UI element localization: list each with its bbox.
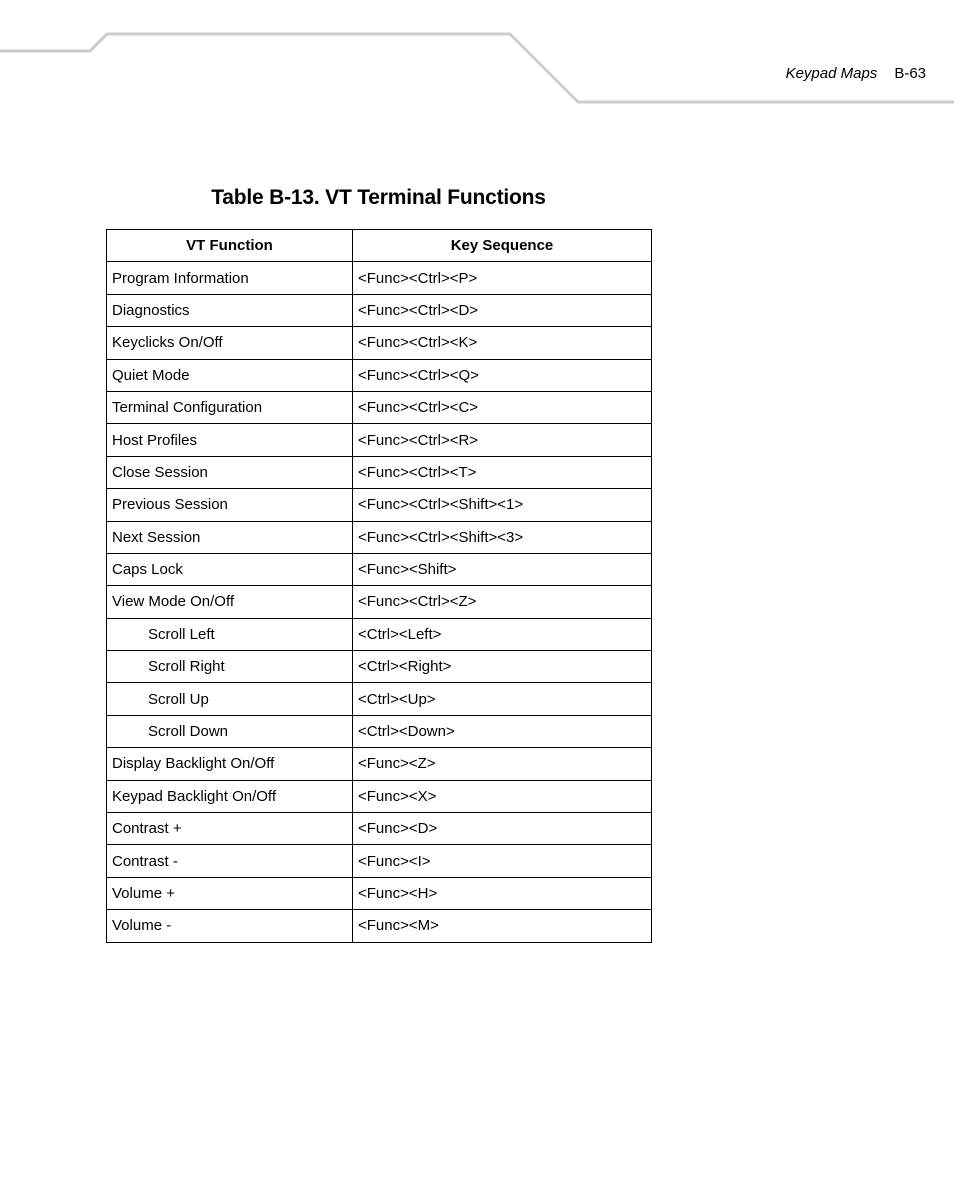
table-row	[107, 391, 652, 423]
vt-function-cell: Keyclicks On/Off	[107, 327, 353, 359]
vt-functions-table	[106, 229, 652, 943]
table-caption: Table B-13. VT Terminal Functions	[211, 186, 546, 209]
key-sequence-cell: <Func><Ctrl><Shift><1>	[353, 489, 652, 521]
table-row	[107, 877, 652, 909]
key-sequence-cell: <Func><Ctrl><P>	[353, 262, 652, 294]
page-number: B-63	[894, 65, 926, 82]
table-body	[107, 262, 652, 942]
vt-function-cell: Scroll Left	[107, 618, 353, 650]
table-row	[107, 618, 652, 650]
table-row	[107, 910, 652, 942]
key-sequence-cell: <Func><Ctrl><R>	[353, 424, 652, 456]
vt-function-cell: Caps Lock	[107, 553, 353, 585]
key-sequence-cell: <Func><I>	[353, 845, 652, 877]
vt-function-cell: Contrast -	[107, 845, 353, 877]
key-sequence-cell: <Ctrl><Left>	[353, 618, 652, 650]
table-row	[107, 651, 652, 683]
column-header-key-sequence: Key Sequence	[353, 230, 652, 262]
table-row	[107, 586, 652, 618]
vt-function-cell: Contrast +	[107, 813, 353, 845]
table-row	[107, 715, 652, 747]
vt-function-cell: Volume -	[107, 910, 353, 942]
header-decorative-rule	[0, 0, 954, 110]
key-sequence-cell: <Ctrl><Up>	[353, 683, 652, 715]
key-sequence-cell: <Func><Shift>	[353, 553, 652, 585]
key-sequence-cell: <Func><Ctrl><T>	[353, 456, 652, 488]
key-sequence-cell: <Func><Ctrl><Q>	[353, 359, 652, 391]
vt-function-cell: Volume +	[107, 877, 353, 909]
section-title: Keypad Maps	[785, 65, 878, 82]
vt-function-cell: Scroll Down	[107, 715, 353, 747]
table-row	[107, 780, 652, 812]
table-row	[107, 489, 652, 521]
key-sequence-cell: <Func><X>	[353, 780, 652, 812]
table-row	[107, 424, 652, 456]
key-sequence-cell: <Ctrl><Down>	[353, 715, 652, 747]
vt-function-cell: View Mode On/Off	[107, 586, 353, 618]
key-sequence-cell: <Func><Ctrl><C>	[353, 391, 652, 423]
key-sequence-cell: <Func><Ctrl><D>	[353, 294, 652, 326]
table-row	[107, 327, 652, 359]
table-row	[107, 845, 652, 877]
running-header	[760, 65, 926, 82]
table-row	[107, 456, 652, 488]
vt-function-cell: Program Information	[107, 262, 353, 294]
column-header-function: VT Function	[107, 230, 353, 262]
vt-function-cell: Scroll Right	[107, 651, 353, 683]
vt-function-cell: Close Session	[107, 456, 353, 488]
key-sequence-cell: <Func><M>	[353, 910, 652, 942]
vt-function-cell: Scroll Up	[107, 683, 353, 715]
vt-function-cell: Display Backlight On/Off	[107, 748, 353, 780]
table-row	[107, 262, 652, 294]
table-row	[107, 294, 652, 326]
table-row	[107, 359, 652, 391]
vt-function-cell: Diagnostics	[107, 294, 353, 326]
key-sequence-cell: <Ctrl><Right>	[353, 651, 652, 683]
key-sequence-cell: <Func><Ctrl><K>	[353, 327, 652, 359]
vt-function-cell: Host Profiles	[107, 424, 353, 456]
table-row	[107, 521, 652, 553]
table-row	[107, 748, 652, 780]
table-row	[107, 813, 652, 845]
key-sequence-cell: <Func><Z>	[353, 748, 652, 780]
table-row	[107, 553, 652, 585]
key-sequence-cell: <Func><Ctrl><Z>	[353, 586, 652, 618]
vt-function-cell: Next Session	[107, 521, 353, 553]
vt-function-cell: Keypad Backlight On/Off	[107, 780, 353, 812]
vt-function-cell: Quiet Mode	[107, 359, 353, 391]
table-header-row	[107, 230, 652, 262]
key-sequence-cell: <Func><Ctrl><Shift><3>	[353, 521, 652, 553]
vt-function-cell: Previous Session	[107, 489, 353, 521]
key-sequence-cell: <Func><H>	[353, 877, 652, 909]
vt-function-cell: Terminal Configuration	[107, 391, 353, 423]
table-row	[107, 683, 652, 715]
key-sequence-cell: <Func><D>	[353, 813, 652, 845]
